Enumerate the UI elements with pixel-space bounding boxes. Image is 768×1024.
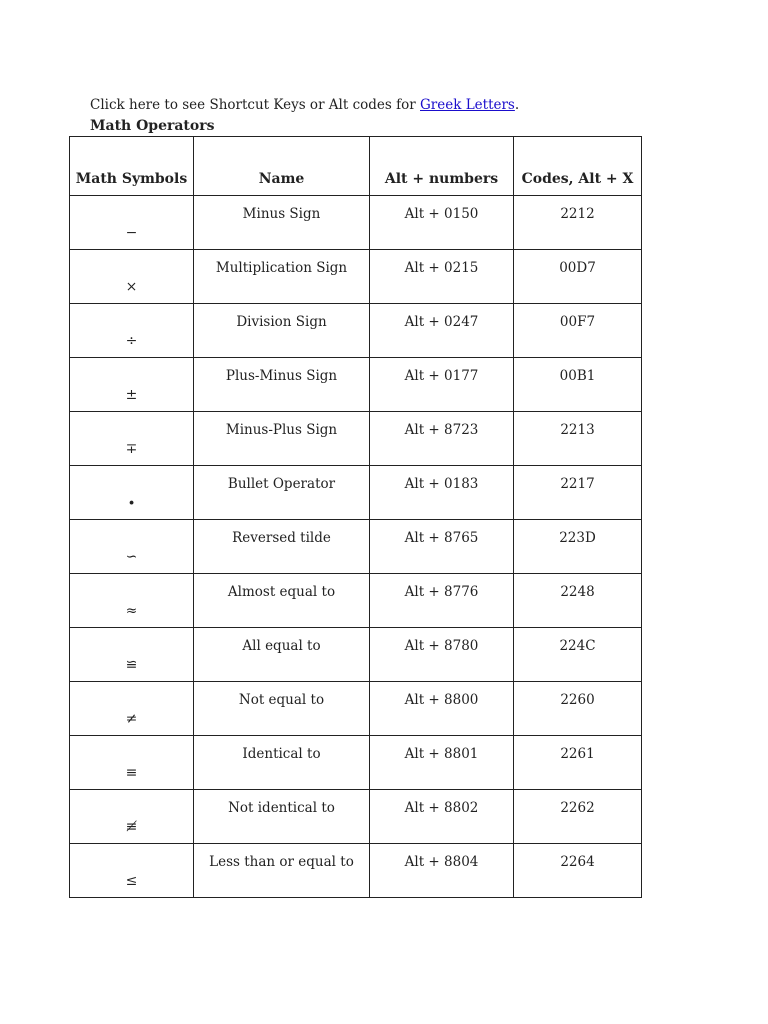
table-row — [70, 628, 642, 682]
alt-code-cell — [370, 304, 514, 358]
symbol-name: All equal to — [242, 638, 321, 654]
math-symbol-cell — [70, 520, 194, 574]
unicode-code: 2264 — [560, 854, 595, 870]
unicode-code: 2248 — [560, 584, 595, 600]
math-symbol-cell — [70, 358, 194, 412]
table-row — [70, 574, 642, 628]
alt-code: Alt + 8804 — [404, 854, 479, 870]
alt-code-cell — [370, 736, 514, 790]
unicode-code-cell — [514, 304, 642, 358]
math-symbol-cell — [70, 628, 194, 682]
alt-code-cell — [370, 466, 514, 520]
alt-code-cell — [370, 412, 514, 466]
table-body — [70, 196, 642, 898]
symbol-name: Plus-Minus Sign — [225, 368, 338, 384]
symbol-name: Reversed tilde — [232, 530, 331, 546]
math-symbol: ≈ — [125, 603, 138, 619]
alt-code: Alt + 0150 — [404, 206, 479, 222]
symbol-name: Multiplication Sign — [215, 260, 348, 276]
symbol-name-cell — [194, 574, 370, 628]
table-row — [70, 844, 642, 898]
unicode-code-cell — [514, 466, 642, 520]
greek-letters-link[interactable]: Greek Letters — [420, 97, 515, 113]
symbol-name: Minus-Plus Sign — [225, 422, 338, 438]
unicode-code-cell — [514, 250, 642, 304]
math-symbol: ∙ — [128, 495, 135, 511]
symbol-name: Identical to — [242, 746, 321, 762]
alt-code: Alt + 0247 — [404, 314, 479, 330]
table-row — [70, 682, 642, 736]
table-header-row — [70, 137, 642, 196]
symbol-name: Almost equal to — [227, 584, 336, 600]
math-symbol-cell — [70, 844, 194, 898]
math-symbol: ≠ — [125, 711, 138, 727]
symbol-name: Not equal to — [238, 692, 325, 708]
unicode-code: 2212 — [560, 206, 595, 222]
intro-suffix: . — [514, 97, 520, 113]
math-symbol: − — [125, 225, 138, 241]
table-row — [70, 466, 642, 520]
unicode-code: 224C — [559, 638, 596, 654]
symbol-name-cell — [194, 358, 370, 412]
math-symbol-cell — [70, 304, 194, 358]
math-symbol: ∽ — [125, 549, 138, 565]
symbol-name-cell — [194, 304, 370, 358]
symbol-name-cell — [194, 790, 370, 844]
math-symbol-cell — [70, 682, 194, 736]
alt-code: Alt + 8800 — [404, 692, 479, 708]
math-symbol-cell — [70, 466, 194, 520]
header-codes-alt-x: Codes, Alt + X — [514, 137, 642, 196]
unicode-code-cell — [514, 358, 642, 412]
unicode-code: 00F7 — [559, 314, 596, 330]
table-row — [70, 196, 642, 250]
symbol-name-cell — [194, 520, 370, 574]
table-row — [70, 412, 642, 466]
table-row — [70, 520, 642, 574]
unicode-code-cell — [514, 196, 642, 250]
intro-text: Click here to see Shortcut Keys or Alt codes for — [90, 97, 420, 113]
alt-code-cell — [370, 628, 514, 682]
symbol-name-cell — [194, 466, 370, 520]
table-row — [70, 358, 642, 412]
unicode-code-cell — [514, 574, 642, 628]
unicode-code-cell — [514, 412, 642, 466]
alt-code: Alt + 8801 — [404, 746, 479, 762]
alt-code: Alt + 0215 — [404, 260, 479, 276]
table-row — [70, 250, 642, 304]
math-symbol-cell — [70, 250, 194, 304]
symbol-name: Minus Sign — [242, 206, 321, 222]
unicode-code: 2217 — [560, 476, 595, 492]
unicode-code-cell — [514, 628, 642, 682]
header-alt-numbers: Alt + numbers — [370, 137, 514, 196]
symbol-name-cell — [194, 196, 370, 250]
alt-code: Alt + 8780 — [404, 638, 479, 654]
intro-line — [90, 96, 519, 114]
math-symbol: ≡ — [125, 765, 138, 781]
symbol-name-cell — [194, 682, 370, 736]
math-symbol: ± — [125, 387, 138, 403]
symbol-name: Less than or equal to — [209, 854, 354, 870]
math-symbol-cell — [70, 574, 194, 628]
unicode-code-cell — [514, 844, 642, 898]
alt-code-cell — [370, 574, 514, 628]
math-symbol: ≤ — [125, 873, 138, 889]
alt-code: Alt + 0177 — [404, 368, 479, 384]
symbol-name-cell — [194, 628, 370, 682]
alt-code: Alt + 8765 — [404, 530, 479, 546]
unicode-code: 00B1 — [559, 368, 596, 384]
unicode-code: 2262 — [560, 800, 595, 816]
alt-code: Alt + 0183 — [404, 476, 479, 492]
math-symbol: ≢ — [125, 819, 138, 835]
unicode-code-cell — [514, 790, 642, 844]
unicode-code-cell — [514, 520, 642, 574]
unicode-code: 223D — [559, 530, 596, 546]
math-symbol: ∓ — [125, 441, 138, 457]
alt-code: Alt + 8802 — [404, 800, 479, 816]
table-row — [70, 790, 642, 844]
alt-code-cell — [370, 844, 514, 898]
unicode-code-cell — [514, 736, 642, 790]
alt-code-cell — [370, 682, 514, 736]
unicode-code: 2261 — [560, 746, 595, 762]
header-math-symbols: Math Symbols — [70, 137, 194, 196]
symbol-name: Not identical to — [228, 800, 335, 816]
math-symbol-cell — [70, 412, 194, 466]
unicode-code: 2213 — [560, 422, 595, 438]
math-symbol: ≌ — [125, 657, 138, 673]
alt-code-cell — [370, 520, 514, 574]
math-symbol-cell — [70, 196, 194, 250]
symbol-name-cell — [194, 736, 370, 790]
symbol-name-cell — [194, 250, 370, 304]
symbol-name-cell — [194, 412, 370, 466]
alt-code: Alt + 8723 — [404, 422, 479, 438]
math-symbol-cell — [70, 790, 194, 844]
unicode-code: 2260 — [560, 692, 595, 708]
math-symbol: ÷ — [125, 333, 138, 349]
alt-code-cell — [370, 250, 514, 304]
symbol-name: Bullet Operator — [227, 476, 336, 492]
header-name: Name — [194, 137, 370, 196]
math-operators-table — [69, 136, 642, 898]
math-symbol-cell — [70, 736, 194, 790]
alt-code: Alt + 8776 — [404, 584, 479, 600]
unicode-code-cell — [514, 682, 642, 736]
alt-code-cell — [370, 790, 514, 844]
unicode-code: 00D7 — [559, 260, 596, 276]
math-symbol: × — [125, 279, 138, 295]
table-row — [70, 736, 642, 790]
section-title: Math Operators — [90, 118, 215, 134]
symbol-name-cell — [194, 844, 370, 898]
table-row — [70, 304, 642, 358]
alt-code-cell — [370, 196, 514, 250]
alt-code-cell — [370, 358, 514, 412]
symbol-name: Division Sign — [236, 314, 327, 330]
